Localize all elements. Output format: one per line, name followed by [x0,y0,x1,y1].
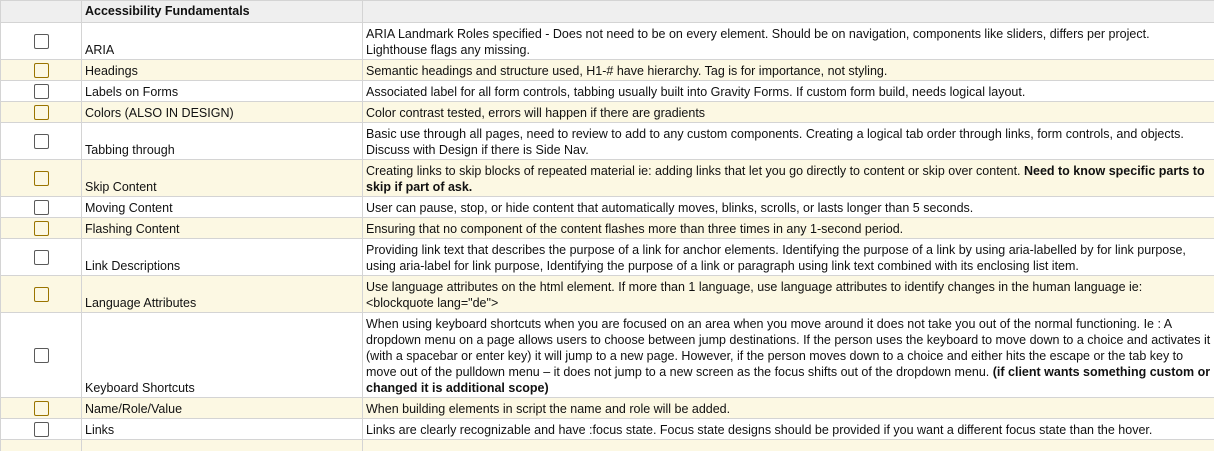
item-description [363,123,1214,160]
description-bold-text: (if client wants something custom or changed it is additional scope) [366,365,1211,395]
description-text: Color contrast tested, errors will happen if there are gradients [366,106,706,120]
description-text: Basic use through all pages, need to review to add to any custom components. Creating a logical tab order through links, form controls, and objects. Discuss with Design if there is Side Nav. [366,127,1184,157]
item-name: ARIA [82,23,363,60]
item-name: Language Attributes [82,276,363,313]
row-checkbox[interactable] [34,287,49,302]
item-description [363,276,1214,313]
item-description [363,197,1214,218]
table-row [1,276,1214,313]
row-checkbox[interactable] [34,348,49,363]
description-text: ARIA Landmark Roles specified - Does not need to be on every element. Should be on navigation, components like sliders, differs per project. Lighthouse flags any missing. [366,27,1150,57]
item-description [363,398,1214,419]
description-text: When using keyboard shortcuts when you are focused on an area when you move around it does not take you out of the normal functioning. Ie : A dropdown menu on a page allows users to choose between jump destinations. If the person uses the keyboard to move down to a choice and activates it (with a spacebar or enter key) it will jump to a new page. However, if the person moves down to a choice and either hits the escape or the tab key to move out of the pulldown menu – it does not jump to a new screen as the focus shifts out of the dropdown menu. [366,317,1211,379]
item-name: Colors (ALSO IN DESIGN) [82,102,363,123]
description-text: Use language attributes on the html element. If more than 1 language, use language attributes to identify changes in the human language ie: <blockquote lang="de"> [366,280,1143,310]
empty-cell [1,440,82,451]
item-description [363,419,1214,440]
row-checkbox[interactable] [34,200,49,215]
header-checkbox-cell [1,1,82,23]
section-title: Accessibility Fundamentals [82,1,363,23]
checkbox-cell [1,419,82,440]
checkbox-cell [1,102,82,123]
checkbox-cell [1,398,82,419]
checkbox-cell [1,313,82,398]
table-row [1,313,1214,398]
row-checkbox[interactable] [34,84,49,99]
item-description [363,102,1214,123]
table-row [1,419,1214,440]
header-row [1,1,1214,23]
row-checkbox[interactable] [34,250,49,265]
item-name: Links [82,419,363,440]
checkbox-cell [1,60,82,81]
description-text: User can pause, stop, or hide content that automatically moves, blinks, scrolls, or lasts longer than 5 seconds. [366,201,974,215]
item-description [363,160,1214,197]
item-description [363,23,1214,60]
description-text: Ensuring that no component of the content flashes more than three times in any 1-second period. [366,222,904,236]
checkbox-cell [1,197,82,218]
checkbox-cell [1,123,82,160]
row-checkbox[interactable] [34,171,49,186]
checkbox-cell [1,160,82,197]
item-name: Moving Content [82,197,363,218]
table-row [1,398,1214,419]
empty-cell [82,440,363,451]
checkbox-cell [1,276,82,313]
table-row [1,218,1214,239]
row-checkbox[interactable] [34,63,49,78]
checkbox-cell [1,81,82,102]
checkbox-cell [1,239,82,276]
table-row [1,60,1214,81]
row-checkbox[interactable] [34,134,49,149]
empty-cell [363,440,1214,451]
item-description [363,239,1214,276]
checkbox-cell [1,23,82,60]
item-name: Flashing Content [82,218,363,239]
item-description [363,313,1214,398]
item-name: Skip Content [82,160,363,197]
table-row [1,123,1214,160]
table-row [1,197,1214,218]
item-description [363,218,1214,239]
table-row [1,102,1214,123]
row-checkbox[interactable] [34,221,49,236]
description-text: Providing link text that describes the purpose of a link for anchor elements. Identifying the purpose of a link by using aria-labelled by for link purpose, using aria-label for link purpose, Identifying the purpose of a link or paragraph using link text combined with its enclosing list item. [366,243,1186,273]
empty-row [1,440,1214,451]
row-checkbox[interactable] [34,401,49,416]
header-description-cell [363,1,1214,23]
item-name: Name/Role/Value [82,398,363,419]
item-name: Labels on Forms [82,81,363,102]
description-text: Associated label for all form controls, tabbing usually built into Gravity Forms. If custom form build, needs logical layout. [366,85,1026,99]
item-name: Tabbing through [82,123,363,160]
item-description [363,81,1214,102]
table-row [1,160,1214,197]
description-text: Semantic headings and structure used, H1-# have hierarchy. Tag is for importance, not styling. [366,64,888,78]
item-name: Headings [82,60,363,81]
table-row [1,81,1214,102]
description-text: When building elements in script the name and role will be added. [366,402,731,416]
table-row [1,23,1214,60]
item-name: Link Descriptions [82,239,363,276]
item-name: Keyboard Shortcuts [82,313,363,398]
table-row [1,239,1214,276]
row-checkbox[interactable] [34,34,49,49]
checkbox-cell [1,218,82,239]
item-description [363,60,1214,81]
row-checkbox[interactable] [34,422,49,437]
description-text: Creating links to skip blocks of repeated material ie: adding links that let you go directly to content or skip over content. [366,164,1024,178]
description-text: Links are clearly recognizable and have :focus state. Focus state designs should be provided if you want a different focus state than the hover. [366,423,1153,437]
description-bold-text: Need to know specific parts to skip if part of ask. [366,164,1205,194]
row-checkbox[interactable] [34,105,49,120]
